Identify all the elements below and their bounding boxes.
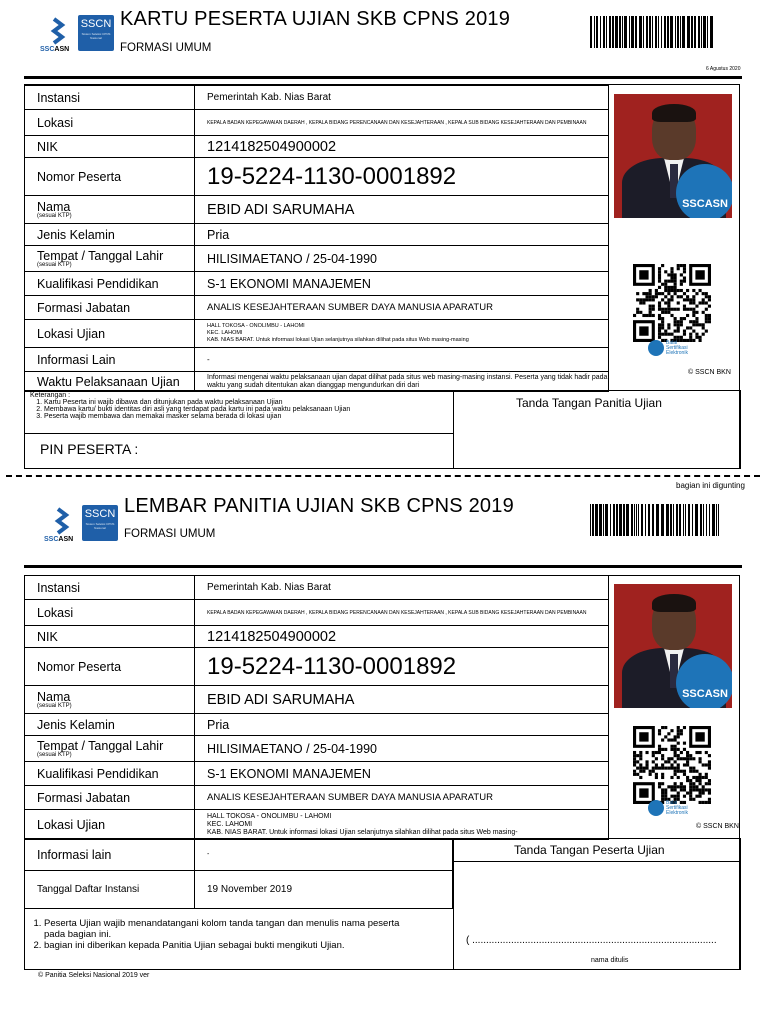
label-ttl: Tempat / Tanggal Lahir (sesuai KTP) [25, 736, 195, 762]
lembar-title: LEMBAR PANITIA UJIAN SKB CPNS 2019 [124, 495, 514, 517]
sscasn-badge: SSCASN [676, 164, 732, 218]
value-tgl-daftar: 19 November 2019 [195, 871, 453, 909]
participant-table [24, 85, 609, 392]
label-lokasi: Lokasi [25, 600, 195, 626]
divider [24, 76, 742, 79]
value-formasi: ANALIS KESEJAHTERAAN SUMBER DAYA MANUSIA APARATUR [195, 786, 609, 810]
value-ttl: HILISIMAETANO / 25-04-1990 [195, 246, 609, 272]
copyright-bkn: © SSCN BKN [688, 369, 731, 376]
svg-text:SSCASN: SSCASN [40, 46, 70, 53]
label-lokasi-ujian: Lokasi Ujian [25, 810, 195, 840]
asn-logo-icon [40, 15, 76, 53]
value-nomor: 19-5224-1130-0001892 [195, 158, 609, 196]
svg-text:SSCASN: SSCASN [44, 536, 74, 543]
sscasn-badge: SSCASN [676, 654, 732, 708]
sscn-logo: SSCN Sistem Seleksi CPNS Nasional [78, 15, 114, 51]
label-jk: Jenis Kelamin [25, 714, 195, 736]
value-formasi: ANALIS KESEJAHTERAAN SUMBER DAYA MANUSIA APARATUR [195, 296, 609, 320]
card-title: KARTU PESERTA UJIAN SKB CPNS 2019 [120, 8, 511, 30]
label-lokasi: Lokasi [25, 110, 195, 136]
value-jk: Pria [195, 714, 609, 736]
label-instansi: Instansi [25, 86, 195, 110]
value-nama: EBID ADI SARUMAHA [195, 686, 609, 714]
participant-table-extra [24, 838, 453, 909]
value-pendidikan: S-1 EKONOMI MANAJEMEN [195, 762, 609, 786]
label-pendidikan: Kualifikasi Pendidikan [25, 762, 195, 786]
divider [24, 565, 742, 568]
value-jk: Pria [195, 224, 609, 246]
ttd-panitia-label: Tanda Tangan Panitia Ujian [516, 396, 662, 410]
value-instansi: Pemerintah Kab. Nias Barat [195, 576, 609, 600]
label-nama: Nama (sesuai KTP) [25, 686, 195, 714]
asn-logo-icon [44, 505, 80, 543]
value-lokasi-ujian: HALL TOKOSA - ONOLIMBU - LAHOMI KEC. LAHOMI KAB. NIAS BARAT. Untuk informasi lokasi Ujian selanjutnya silahkan dilihat pada situs Web masing- [195, 810, 609, 840]
formasi-label: FORMASI UMUM [124, 528, 216, 540]
print-date: 6 Agustus 2020 [706, 66, 741, 72]
label-nama: Nama (sesuai KTP) [25, 196, 195, 224]
value-waktu: Informasi mengenai waktu pelaksanaan ujian dapat dilihat pada situs web masing-masing instansi. Peserta yang tidak hadir pada waktu yang sudah ditentukan akan dianggap mengundurkan diri dari [195, 372, 609, 392]
keterangan-item: 1. Peserta Ujian wajib menandatangani kolom tanda tangan dan menulis nama peserta pada bagian ini. [44, 918, 420, 940]
pin-label: PIN PESERTA : [40, 441, 139, 457]
sscn-logo: SSCN Sistem Seleksi CPNS Nasional [82, 505, 118, 541]
label-nomor: Nomor Peserta [25, 158, 195, 196]
copyright-panitia: © Panitia Seleksi Nasional 2019 ver [38, 972, 150, 979]
value-nik: 1214182504900002 [195, 136, 609, 158]
label-waktu: Waktu Pelaksanaan Ujian [25, 372, 195, 392]
value-lokasi: KEPALA BADAN KEPEGAWAIAN DAERAH , KEPALA BIDANG PERENCANAAN DAN KESEJAHTERAAN , KEPALA SUB BIDANG KESEJAHTERAAN DAN PEMBINAAN [195, 110, 609, 136]
label-tgl-daftar: Tanggal Daftar Instansi [25, 871, 195, 909]
label-pendidikan: Kualifikasi Pendidikan [25, 272, 195, 296]
value-nama: EBID ADI SARUMAHA [195, 196, 609, 224]
label-nomor: Nomor Peserta [25, 648, 195, 686]
qr-code [633, 726, 713, 804]
value-pendidikan: S-1 EKONOMI MANAJEMEN [195, 272, 609, 296]
bsre-icon [648, 340, 664, 356]
cut-label: bagian ini digunting [676, 481, 745, 490]
bsre-logo: Balai Sertifikasi Elektronik [666, 801, 688, 816]
barcode-bottom [590, 504, 742, 536]
label-ttl: Tempat / Tanggal Lahir (sesuai KTP) [25, 246, 195, 272]
value-info-lain: - [195, 839, 453, 871]
copyright-bkn: © SSCN BKN [696, 823, 739, 830]
participant-photo [614, 584, 732, 708]
participant-table [24, 575, 609, 840]
nama-ditulis-line: ( ........................................................................................ [466, 935, 717, 946]
cut-line [6, 475, 760, 477]
label-info-lain: Informasi lain [25, 839, 195, 871]
participant-photo [614, 94, 732, 218]
value-instansi: Pemerintah Kab. Nias Barat [195, 86, 609, 110]
keterangan-item: 2. Membawa kartu/ bukti identitas diri asli yang terdapat pada kartu ini pada waktu pelaksanaan Ujian [44, 406, 450, 413]
keterangan-item: 1. Kartu Peserta ini wajib dibawa dan ditunjukan pada waktu pelaksanaan Ujian [44, 399, 450, 406]
keterangan [30, 918, 420, 951]
value-nik: 1214182504900002 [195, 626, 609, 648]
keterangan-item: 3. Peserta wajib membawa dan memakai masker selama berada di lokasi ujian [44, 413, 450, 420]
qr-code [633, 264, 713, 342]
label-instansi: Instansi [25, 576, 195, 600]
keterangan: Keterangan : 1. Kartu Peserta ini wajib dibawa dan ditunjukan pada waktu pelaksanaan Ujian 2. Membawa kartu/ bukti identitas diri asli yang terdapat pada kartu ini pada waktu pelaksanaan Ujian 3. Peserta wajib membawa dan memakai masker selama berada di lokasi ujian [30, 392, 450, 420]
bsre-logo: Balai Sertifikasi Elektronik [666, 341, 688, 356]
nama-ditulis-caption: nama ditulis [591, 957, 629, 964]
value-lokasi-ujian: HALL TOKOSA - ONOLIMBU - LAHOMI KEC. LAHOMI KAB. NIAS BARAT. Untuk informasi lokasi Ujian selanjutnya silahkan dilihat pada situs Web masing-masing [195, 320, 609, 348]
label-nik: NIK [25, 626, 195, 648]
label-formasi: Formasi Jabatan [25, 296, 195, 320]
formasi-label: FORMASI UMUM [120, 42, 212, 54]
label-jk: Jenis Kelamin [25, 224, 195, 246]
keterangan-item: 2. bagian ini diberikan kepada Panitia Ujian sebagai bukti mengikuti Ujian. [44, 940, 420, 951]
label-formasi: Formasi Jabatan [25, 786, 195, 810]
value-ttl: HILISIMAETANO / 25-04-1990 [195, 736, 609, 762]
label-info-lain: Informasi Lain [25, 348, 195, 372]
value-nomor: 19-5224-1130-0001892 [195, 648, 609, 686]
label-nik: NIK [25, 136, 195, 158]
label-lokasi-ujian: Lokasi Ujian [25, 320, 195, 348]
bsre-icon [648, 800, 664, 816]
ttd-peserta-label: Tanda Tangan Peserta Ujian [514, 843, 665, 857]
value-info-lain: - [195, 348, 609, 372]
barcode-top [590, 16, 742, 48]
value-lokasi: KEPALA BADAN KEPEGAWAIAN DAERAH , KEPALA BIDANG PERENCANAAN DAN KESEJAHTERAAN , KEPALA SUB BIDANG KESEJAHTERAAN DAN PEMBINAAN [195, 600, 609, 626]
